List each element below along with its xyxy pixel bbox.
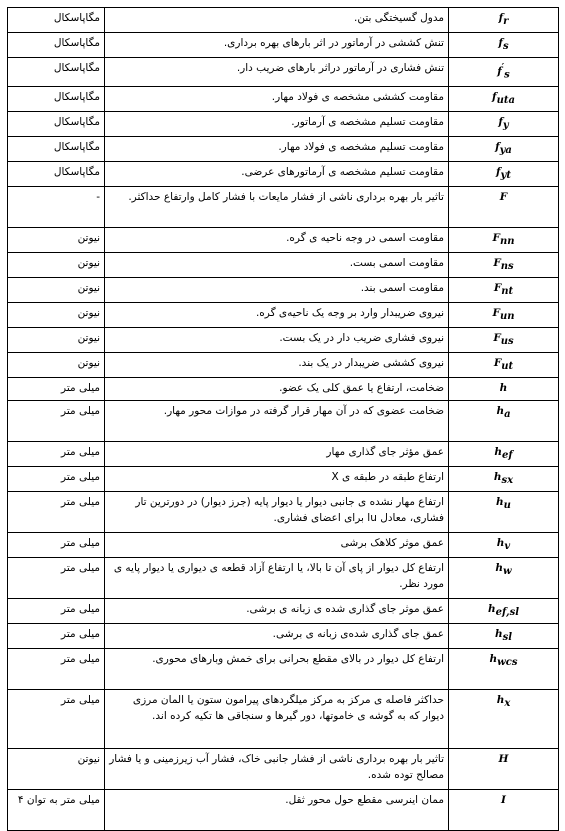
symbol-base: h xyxy=(494,627,503,640)
description-cell: نیروی کششی ضریبدار در یک بند. xyxy=(105,352,449,377)
symbol-cell xyxy=(449,302,559,327)
unit-cell: میلی متر xyxy=(8,689,105,748)
symbol-base: F xyxy=(493,256,501,269)
table-row xyxy=(8,400,559,441)
description-cell: تنش فشاری در آرماتور دراثر بارهای ضریب دار. xyxy=(105,58,449,87)
symbol-cell xyxy=(449,352,559,377)
unit-cell: میلی متر xyxy=(8,623,105,648)
unit-cell: نیوتن xyxy=(8,302,105,327)
symbol-subscript: nt xyxy=(501,285,514,297)
symbol-subscript: r xyxy=(503,16,509,27)
symbol-cell xyxy=(449,111,559,136)
table-row xyxy=(8,352,559,377)
description-cell: عمق موثر کلاهک برشی xyxy=(105,532,449,557)
unit-cell: مگاپاسکال xyxy=(8,111,105,136)
unit-cell: - xyxy=(8,186,105,227)
unit-cell: مگاپاسکال xyxy=(8,161,105,186)
table-row xyxy=(8,623,559,648)
table-row xyxy=(8,252,559,277)
table-row xyxy=(8,58,559,87)
description-cell: مقاومت تسلیم مشخصه ی آرماتورهای عرضی. xyxy=(105,161,449,186)
description-cell: ارتفاع کل دیوار در بالای مقطع بحرانی برای خمش وبارهای محوری. xyxy=(105,648,449,689)
table-row xyxy=(8,748,559,789)
symbol-subscript: v xyxy=(504,540,511,552)
description-cell: مقاومت تسلیم مشخصه ی فولاد مهار. xyxy=(105,136,449,161)
description-cell: ضخامت عضوی که در آن مهار قرار گرفته در موازات محور مهار. xyxy=(105,400,449,441)
symbol-base: f xyxy=(498,115,503,128)
symbol-cell xyxy=(449,491,559,532)
unit-cell: میلی متر xyxy=(8,557,105,598)
table-row xyxy=(8,377,559,400)
unit-cell: میلی متر xyxy=(8,598,105,623)
description-cell: ممان اینرسی مقطع حول محور ثقل. xyxy=(105,789,449,830)
symbol-subscript: wcs xyxy=(497,656,518,668)
table-row xyxy=(8,532,559,557)
symbol-subscript: yt xyxy=(500,169,511,181)
table-row xyxy=(8,789,559,830)
table-row xyxy=(8,136,559,161)
unit-cell: مگاپاسکال xyxy=(8,33,105,58)
symbol-cell xyxy=(449,252,559,277)
symbol-cell xyxy=(449,186,559,227)
symbol-subscript: ns xyxy=(500,260,514,272)
unit-cell: میلی متر xyxy=(8,491,105,532)
symbol-cell xyxy=(449,689,559,748)
symbol-base: f xyxy=(498,12,504,24)
symbol-cell xyxy=(449,789,559,830)
symbol-subscript: sl xyxy=(502,631,513,643)
table-row xyxy=(8,557,559,598)
description-cell: ضخامت، ارتفاع یا عمق کلی یک عضو. xyxy=(105,377,449,400)
symbol-cell xyxy=(449,441,559,466)
description-cell: عمق جای گذاری شده‌ی زبانه ی برشی. xyxy=(105,623,449,648)
description-cell: مقاومت اسمی بست. xyxy=(105,252,449,277)
unit-cell: میلی متر xyxy=(8,648,105,689)
symbol-cell xyxy=(449,33,559,58)
description-cell: مقاومت تسلیم مشخصه ی آرماتور. xyxy=(105,111,449,136)
symbol-cell xyxy=(449,598,559,623)
table-row xyxy=(8,277,559,302)
symbol-cell xyxy=(449,748,559,789)
unit-cell: نیوتن xyxy=(8,748,105,789)
symbol-base: h xyxy=(495,561,504,574)
unit-cell: میلی متر xyxy=(8,377,105,400)
symbol-subscript: ut xyxy=(501,360,514,372)
symbol-base: h xyxy=(496,495,504,508)
symbol-base: h xyxy=(488,602,496,615)
symbol-cell xyxy=(449,557,559,598)
description-cell: حداکثر فاصله ی مرکز به مرکز میلگردهای پیرامون ستون یا المان مرزی دیوار که به گوشه ی خاموتها، دور گیرها و سنجاقی ها تکیه کرده اند. xyxy=(105,689,449,748)
table-row xyxy=(8,33,559,58)
table-row xyxy=(8,8,559,33)
description-cell: مقاومت اسمی در وجه ناحیه ی گره. xyxy=(105,227,449,252)
symbol-cell xyxy=(449,8,559,33)
symbol-cell xyxy=(449,532,559,557)
unit-cell: مگاپاسکال xyxy=(8,136,105,161)
symbol-cell xyxy=(449,136,559,161)
description-cell: عمق مؤثر جای گذاری مهار xyxy=(105,441,449,466)
unit-cell: مگاپاسکال xyxy=(8,58,105,87)
symbol-subscript: un xyxy=(499,310,515,322)
symbol-subscript: ya xyxy=(499,144,512,156)
symbol-subscript: uta xyxy=(496,94,515,106)
unit-cell: مگاپاسکال xyxy=(8,8,105,33)
unit-cell: نیوتن xyxy=(8,327,105,352)
symbol-base: f xyxy=(496,165,501,178)
symbol-subscript: x xyxy=(504,697,511,709)
table-row xyxy=(8,491,559,532)
symbol-base: F xyxy=(493,331,501,344)
description-cell: تاثیر بار بهره برداری ناشی از فشار مایعات با فشار کامل وارتفاع حداکثر. xyxy=(105,186,449,227)
symbol-base: f xyxy=(495,140,500,153)
table-row xyxy=(8,111,559,136)
table-row xyxy=(8,648,559,689)
symbol-cell xyxy=(449,327,559,352)
symbol-base: h xyxy=(494,445,502,458)
symbol-base: F xyxy=(492,231,500,244)
symbol-cell xyxy=(449,161,559,186)
symbol-subscript: s xyxy=(504,69,510,81)
table-row xyxy=(8,327,559,352)
symbol-base: h xyxy=(499,381,508,394)
description-cell: ارتفاع کل دیوار از پای آن تا بالا، یا ارتفاع آزاد قطعه ی دیواری یا دیوار پایه ی مورد نظر. xyxy=(105,557,449,598)
description-cell: مدول گسیختگی بتن. xyxy=(105,8,449,33)
symbol-cell xyxy=(449,58,559,87)
table-row xyxy=(8,302,559,327)
symbol-cell xyxy=(449,227,559,252)
symbol-base: h xyxy=(496,693,505,706)
symbol-subscript: s xyxy=(502,41,509,52)
symbol-subscript: ef xyxy=(501,449,513,461)
table-row xyxy=(8,466,559,491)
symbols-table-body xyxy=(8,8,559,831)
unit-cell: میلی متر xyxy=(8,441,105,466)
symbol-subscript: ef,sl xyxy=(495,606,519,618)
symbol-base: I xyxy=(501,793,506,806)
unit-cell: میلی متر xyxy=(8,400,105,441)
description-cell: تاثیر بار بهره برداری ناشی از فشار جانبی خاک، فشار آب زیرزمینی و یا فشار مصالح توده شده. xyxy=(105,748,449,789)
symbol-subscript: sx xyxy=(501,474,514,486)
symbol-prime: ′ xyxy=(501,63,505,73)
symbol-cell xyxy=(449,648,559,689)
unit-cell: نیوتن xyxy=(8,252,105,277)
symbol-subscript: u xyxy=(503,499,511,511)
symbol-cell xyxy=(449,277,559,302)
unit-cell: میلی متر xyxy=(8,532,105,557)
description-cell: تنش کششی در آرماتور در اثر بارهای بهره برداری. xyxy=(105,33,449,58)
description-cell: ارتفاع طبقه در طبقه ی X xyxy=(105,466,449,491)
symbol-subscript: us xyxy=(500,335,514,347)
description-cell: عمق موثر جای گذاری شده ی زبانه ی برشی. xyxy=(105,598,449,623)
unit-cell: مگاپاسکال xyxy=(8,86,105,111)
symbol-base: h xyxy=(496,536,505,549)
description-cell: نیروی ضریبدار وارد بر وجه یک ناحیه‌ی گره. xyxy=(105,302,449,327)
symbol-cell xyxy=(449,623,559,648)
unit-cell: نیوتن xyxy=(8,227,105,252)
symbol-cell xyxy=(449,466,559,491)
symbol-base: F xyxy=(499,190,508,203)
symbol-base: f xyxy=(497,65,502,78)
unit-cell: میلی متر xyxy=(8,466,105,491)
symbol-base: h xyxy=(496,404,505,417)
table-row xyxy=(8,598,559,623)
table-row xyxy=(8,689,559,748)
table-row xyxy=(8,161,559,186)
symbol-base: h xyxy=(489,652,498,665)
unit-cell: نیوتن xyxy=(8,277,105,302)
description-cell: نیروی فشاری ضریب دار در یک بست. xyxy=(105,327,449,352)
symbol-base: f xyxy=(498,37,503,49)
symbol-base: f xyxy=(492,90,497,103)
unit-cell: نیوتن xyxy=(8,352,105,377)
symbol-base: F xyxy=(492,306,500,319)
symbols-table xyxy=(7,7,559,831)
table-row xyxy=(8,441,559,466)
symbol-base: F xyxy=(493,281,502,294)
symbol-cell xyxy=(449,400,559,441)
symbol-subscript: nn xyxy=(499,235,515,247)
symbol-base: F xyxy=(493,356,502,369)
description-cell: مقاومت اسمی بند. xyxy=(105,277,449,302)
symbol-subscript: w xyxy=(503,565,512,577)
unit-cell: میلی متر به توان ۴ xyxy=(8,789,105,830)
symbol-base: h xyxy=(493,470,502,483)
symbol-subscript: a xyxy=(504,408,511,420)
symbol-cell xyxy=(449,377,559,400)
symbol-cell xyxy=(449,86,559,111)
table-row xyxy=(8,186,559,227)
symbol-base: H xyxy=(498,752,509,765)
description-cell: مقاومت کششی مشخصه ی فولاد مهار. xyxy=(105,86,449,111)
table-row xyxy=(8,227,559,252)
table-row xyxy=(8,86,559,111)
symbol-subscript: y xyxy=(502,119,509,131)
description-cell: ارتفاع مهار نشده ی جانبی دیوار یا دیوار پایه (جرز دیوار) در دورترین تار فشاری، معادل lu برای اعضای فشاری. xyxy=(105,491,449,532)
